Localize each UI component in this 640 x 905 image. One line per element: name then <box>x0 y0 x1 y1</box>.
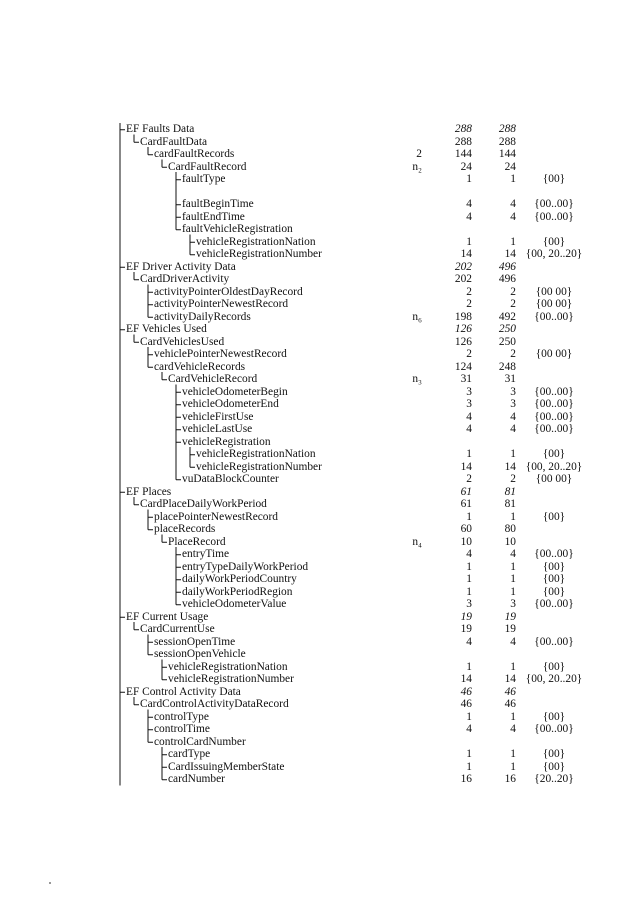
field-label: CardFaultRecord <box>168 160 247 173</box>
field-label: faultEndTime <box>182 210 245 223</box>
min-size: 288 <box>454 135 472 148</box>
max-size: 14 <box>504 673 516 685</box>
field-label: cardType <box>168 748 211 760</box>
field-label: EF Places <box>126 485 172 498</box>
field-row <box>0 498 640 511</box>
page-speck <box>49 882 51 884</box>
field-row <box>0 211 640 224</box>
field-label: EF Vehicles Used <box>126 323 207 335</box>
min-size: 1 <box>466 585 472 598</box>
field-label: vehicleRegistrationNumber <box>168 673 294 685</box>
default-value-range: {00, 20..20} <box>525 248 583 260</box>
field-row <box>0 598 640 611</box>
field-row <box>0 723 640 736</box>
max-size: 4 <box>510 723 516 735</box>
min-size: 1 <box>466 173 472 185</box>
max-size: 496 <box>498 260 516 273</box>
min-size: 61 <box>460 485 472 498</box>
field-row <box>0 736 640 749</box>
min-size: 14 <box>460 460 472 473</box>
max-size: 1 <box>510 585 516 598</box>
default-value-range: {00, 20..20} <box>525 673 583 685</box>
default-value-range: {00 00} <box>535 473 573 485</box>
min-size: 1 <box>466 448 472 460</box>
field-row <box>0 461 640 474</box>
field-row <box>0 536 640 549</box>
field-label: CardControlActivityDataRecord <box>140 698 289 710</box>
field-label: cardFaultRecords <box>154 148 235 160</box>
max-size: 1 <box>510 660 516 673</box>
field-row <box>0 436 640 449</box>
min-size: 19 <box>460 623 472 635</box>
field-label: placeRecords <box>154 523 216 535</box>
max-size: 19 <box>504 623 516 635</box>
default-value-range: {00..00} <box>534 423 574 435</box>
field-label: vehicleFirstUse <box>182 410 254 423</box>
field-label: EF Faults Data <box>126 123 195 135</box>
field-row <box>0 148 640 161</box>
field-label: controlType <box>154 710 209 723</box>
field-label: vehicleOdometerValue <box>182 598 287 610</box>
field-row <box>0 173 640 186</box>
field-label: sessionOpenVehicle <box>154 648 246 660</box>
field-label: controlTime <box>154 723 210 735</box>
field-row <box>0 523 640 536</box>
min-size: 31 <box>460 373 472 385</box>
max-size: 1 <box>510 748 516 760</box>
field-row <box>0 361 640 374</box>
field-row <box>0 748 640 761</box>
field-row <box>0 236 640 249</box>
max-size: 14 <box>504 460 516 473</box>
min-size: 1 <box>466 560 472 573</box>
field-label: faultVehicleRegistration <box>182 223 293 235</box>
default-value-range: {00} <box>542 573 566 585</box>
occurrence-count: n₃ <box>412 373 422 385</box>
min-size: 1 <box>466 573 472 585</box>
min-size: 60 <box>460 523 472 535</box>
default-value-range: {00..00} <box>534 198 574 210</box>
min-size: 288 <box>454 123 472 135</box>
max-size: 19 <box>504 610 516 623</box>
max-size: 1 <box>510 448 516 460</box>
max-size: 10 <box>504 535 516 548</box>
max-size: 2 <box>510 285 516 298</box>
field-row <box>0 348 640 361</box>
section-row <box>0 323 640 336</box>
field-label: PlaceRecord <box>168 535 226 548</box>
max-size: 3 <box>510 385 516 398</box>
min-size: 14 <box>460 673 472 685</box>
max-size: 250 <box>498 335 516 348</box>
min-size: 4 <box>466 723 472 735</box>
field-row <box>0 673 640 686</box>
default-value-range: {00..00} <box>534 385 574 398</box>
min-size: 3 <box>466 598 472 610</box>
field-label: CardPlaceDailyWorkPeriod <box>140 498 267 510</box>
min-size: 3 <box>466 398 472 410</box>
max-size: 46 <box>504 685 516 698</box>
field-label: vehicleRegistrationNumber <box>196 248 322 260</box>
min-size: 1 <box>466 710 472 723</box>
field-label: vehicleOdometerBegin <box>182 385 288 398</box>
max-size: 4 <box>510 423 516 435</box>
field-row <box>0 411 640 424</box>
occurrence-count: n₄ <box>412 535 422 548</box>
max-size: 1 <box>510 560 516 573</box>
min-size: 2 <box>466 348 472 360</box>
field-row <box>0 548 640 561</box>
max-size: 1 <box>510 710 516 723</box>
field-row <box>0 561 640 574</box>
field-row <box>0 311 640 324</box>
default-value-range: {00} <box>542 448 566 460</box>
field-row <box>0 336 640 349</box>
field-row <box>0 373 640 386</box>
max-size: 288 <box>498 123 516 135</box>
min-size: 4 <box>466 410 472 423</box>
max-size: 492 <box>498 310 516 323</box>
min-size: 14 <box>460 248 472 260</box>
default-value-range: {00} <box>542 173 566 185</box>
min-size: 10 <box>460 535 472 548</box>
field-label: cardNumber <box>168 773 225 785</box>
field-row <box>0 511 640 524</box>
field-row <box>0 223 640 236</box>
field-label: CardFaultData <box>140 135 208 148</box>
min-size: 2 <box>466 473 472 485</box>
field-label: CardCurrentUse <box>140 623 215 635</box>
field-row <box>0 711 640 724</box>
max-size: 496 <box>498 273 516 285</box>
field-label: vehicleRegistrationNation <box>196 235 316 248</box>
field-row <box>0 136 640 149</box>
max-size: 1 <box>510 235 516 248</box>
section-row <box>0 611 640 624</box>
field-label: CardIssuingMemberState <box>168 760 285 773</box>
occurrence-count: 2 <box>416 148 422 160</box>
field-row <box>0 573 640 586</box>
field-label: vehicleRegistrationNumber <box>196 460 322 473</box>
min-size: 61 <box>460 498 472 510</box>
field-label: activityPointerOldestDayRecord <box>154 285 303 298</box>
field-label: faultType <box>182 173 226 185</box>
max-size: 81 <box>504 485 516 498</box>
occurrence-count: n₆ <box>412 310 422 323</box>
field-label: vehiclePointerNewestRecord <box>154 348 287 360</box>
default-value-range: {00..00} <box>534 598 574 610</box>
field-label: vehicleOdometerEnd <box>182 398 279 410</box>
field-row <box>0 248 640 261</box>
default-value-range: {00..00} <box>534 723 574 735</box>
min-size: 3 <box>466 385 472 398</box>
min-size: 198 <box>454 310 472 323</box>
min-size: 1 <box>466 748 472 760</box>
field-label: entryTypeDailyWorkPeriod <box>182 560 309 573</box>
section-row <box>0 123 640 136</box>
max-size: 1 <box>510 760 516 773</box>
min-size: 1 <box>466 235 472 248</box>
max-size: 81 <box>504 498 516 510</box>
field-row <box>0 298 640 311</box>
default-value-range: {00..00} <box>534 310 574 323</box>
field-row <box>0 636 640 649</box>
max-size: 14 <box>504 248 516 260</box>
field-row <box>0 473 640 486</box>
default-value-range: {00} <box>542 560 566 573</box>
field-label: faultBeginTime <box>182 198 254 210</box>
field-label: placePointerNewestRecord <box>154 510 278 523</box>
field-row <box>0 161 640 174</box>
field-label: CardVehicleRecord <box>168 373 258 385</box>
default-value-range: {00 00} <box>535 348 573 360</box>
default-value-range: {20..20} <box>534 773 574 785</box>
field-label: EF Control Activity Data <box>126 685 241 698</box>
field-row <box>0 386 640 399</box>
min-size: 4 <box>466 423 472 435</box>
max-size: 288 <box>498 135 516 148</box>
field-label: entryTime <box>182 548 230 560</box>
field-label: EF Driver Activity Data <box>126 260 236 273</box>
default-value-range: {00} <box>542 235 566 248</box>
field-label: dailyWorkPeriodCountry <box>182 573 297 585</box>
field-label: vehicleRegistrationNation <box>196 448 316 460</box>
max-size: 3 <box>510 398 516 410</box>
max-size: 24 <box>504 160 516 173</box>
field-label: vehicleRegistrationNation <box>168 660 288 673</box>
min-size: 4 <box>466 548 472 560</box>
default-value-range: {00..00} <box>534 410 574 423</box>
max-size: 4 <box>510 210 516 223</box>
field-row <box>0 623 640 636</box>
min-size: 124 <box>454 360 472 373</box>
field-row <box>0 761 640 774</box>
field-row <box>0 586 640 599</box>
max-size: 1 <box>510 573 516 585</box>
min-size: 16 <box>460 773 472 785</box>
field-label: sessionOpenTime <box>154 635 236 648</box>
max-size: 4 <box>510 548 516 560</box>
field-row <box>0 648 640 661</box>
default-value-range: {00} <box>542 585 566 598</box>
min-size: 19 <box>460 610 472 623</box>
min-size: 4 <box>466 635 472 648</box>
field-row <box>0 186 640 199</box>
max-size: 31 <box>504 373 516 385</box>
field-row <box>0 198 640 211</box>
min-size: 2 <box>466 298 472 310</box>
max-size: 16 <box>504 773 516 785</box>
default-value-range: {00..00} <box>534 210 574 223</box>
field-label: vuDataBlockCounter <box>182 473 279 485</box>
field-row <box>0 286 640 299</box>
field-label: EF Current Usage <box>126 610 209 623</box>
field-label: vehicleLastUse <box>182 423 253 435</box>
field-label: activityPointerNewestRecord <box>154 298 289 310</box>
max-size: 2 <box>510 348 516 360</box>
field-row <box>0 661 640 674</box>
section-row <box>0 686 640 699</box>
min-size: 24 <box>460 160 472 173</box>
min-size: 2 <box>466 285 472 298</box>
default-value-range: {00 00} <box>535 285 573 298</box>
default-value-range: {00} <box>542 760 566 773</box>
min-size: 1 <box>466 660 472 673</box>
field-label: cardVehicleRecords <box>154 360 246 373</box>
max-size: 4 <box>510 198 516 210</box>
max-size: 80 <box>504 523 516 535</box>
default-value-range: {00 00} <box>535 298 573 310</box>
min-size: 1 <box>466 510 472 523</box>
field-label: controlCardNumber <box>154 735 246 748</box>
default-value-range: {00} <box>542 660 566 673</box>
max-size: 4 <box>510 635 516 648</box>
field-label: CardDriverActivity <box>140 273 230 285</box>
min-size: 126 <box>454 335 472 348</box>
max-size: 250 <box>498 323 516 335</box>
min-size: 126 <box>454 323 472 335</box>
field-row <box>0 398 640 411</box>
default-value-range: {00, 20..20} <box>525 460 583 473</box>
max-size: 2 <box>510 298 516 310</box>
max-size: 1 <box>510 510 516 523</box>
min-size: 144 <box>454 148 472 160</box>
max-size: 4 <box>510 410 516 423</box>
min-size: 4 <box>466 198 472 210</box>
section-row <box>0 261 640 274</box>
min-size: 46 <box>460 685 472 698</box>
max-size: 2 <box>510 473 516 485</box>
field-row <box>0 698 640 711</box>
field-row <box>0 448 640 461</box>
max-size: 144 <box>498 148 516 160</box>
default-value-range: {00..00} <box>534 635 574 648</box>
min-size: 1 <box>466 760 472 773</box>
min-size: 4 <box>466 210 472 223</box>
field-label: CardVehiclesUsed <box>140 335 225 348</box>
field-row <box>0 773 640 786</box>
min-size: 46 <box>460 698 472 710</box>
max-size: 46 <box>504 698 516 710</box>
section-row <box>0 486 640 499</box>
field-row <box>0 273 640 286</box>
default-value-range: {00} <box>542 710 566 723</box>
default-value-range: {00..00} <box>534 548 574 560</box>
max-size: 3 <box>510 598 516 610</box>
field-label: activityDailyRecords <box>154 310 251 323</box>
max-size: 248 <box>498 360 516 373</box>
occurrence-count: n₂ <box>412 160 422 173</box>
field-label: vehicleRegistration <box>182 435 271 448</box>
min-size: 202 <box>454 260 472 273</box>
max-size: 1 <box>510 173 516 185</box>
min-size: 202 <box>454 273 472 285</box>
default-value-range: {00} <box>542 748 566 760</box>
field-row <box>0 423 640 436</box>
field-label: dailyWorkPeriodRegion <box>182 585 293 598</box>
default-value-range: {00..00} <box>534 398 574 410</box>
default-value-range: {00} <box>542 510 566 523</box>
